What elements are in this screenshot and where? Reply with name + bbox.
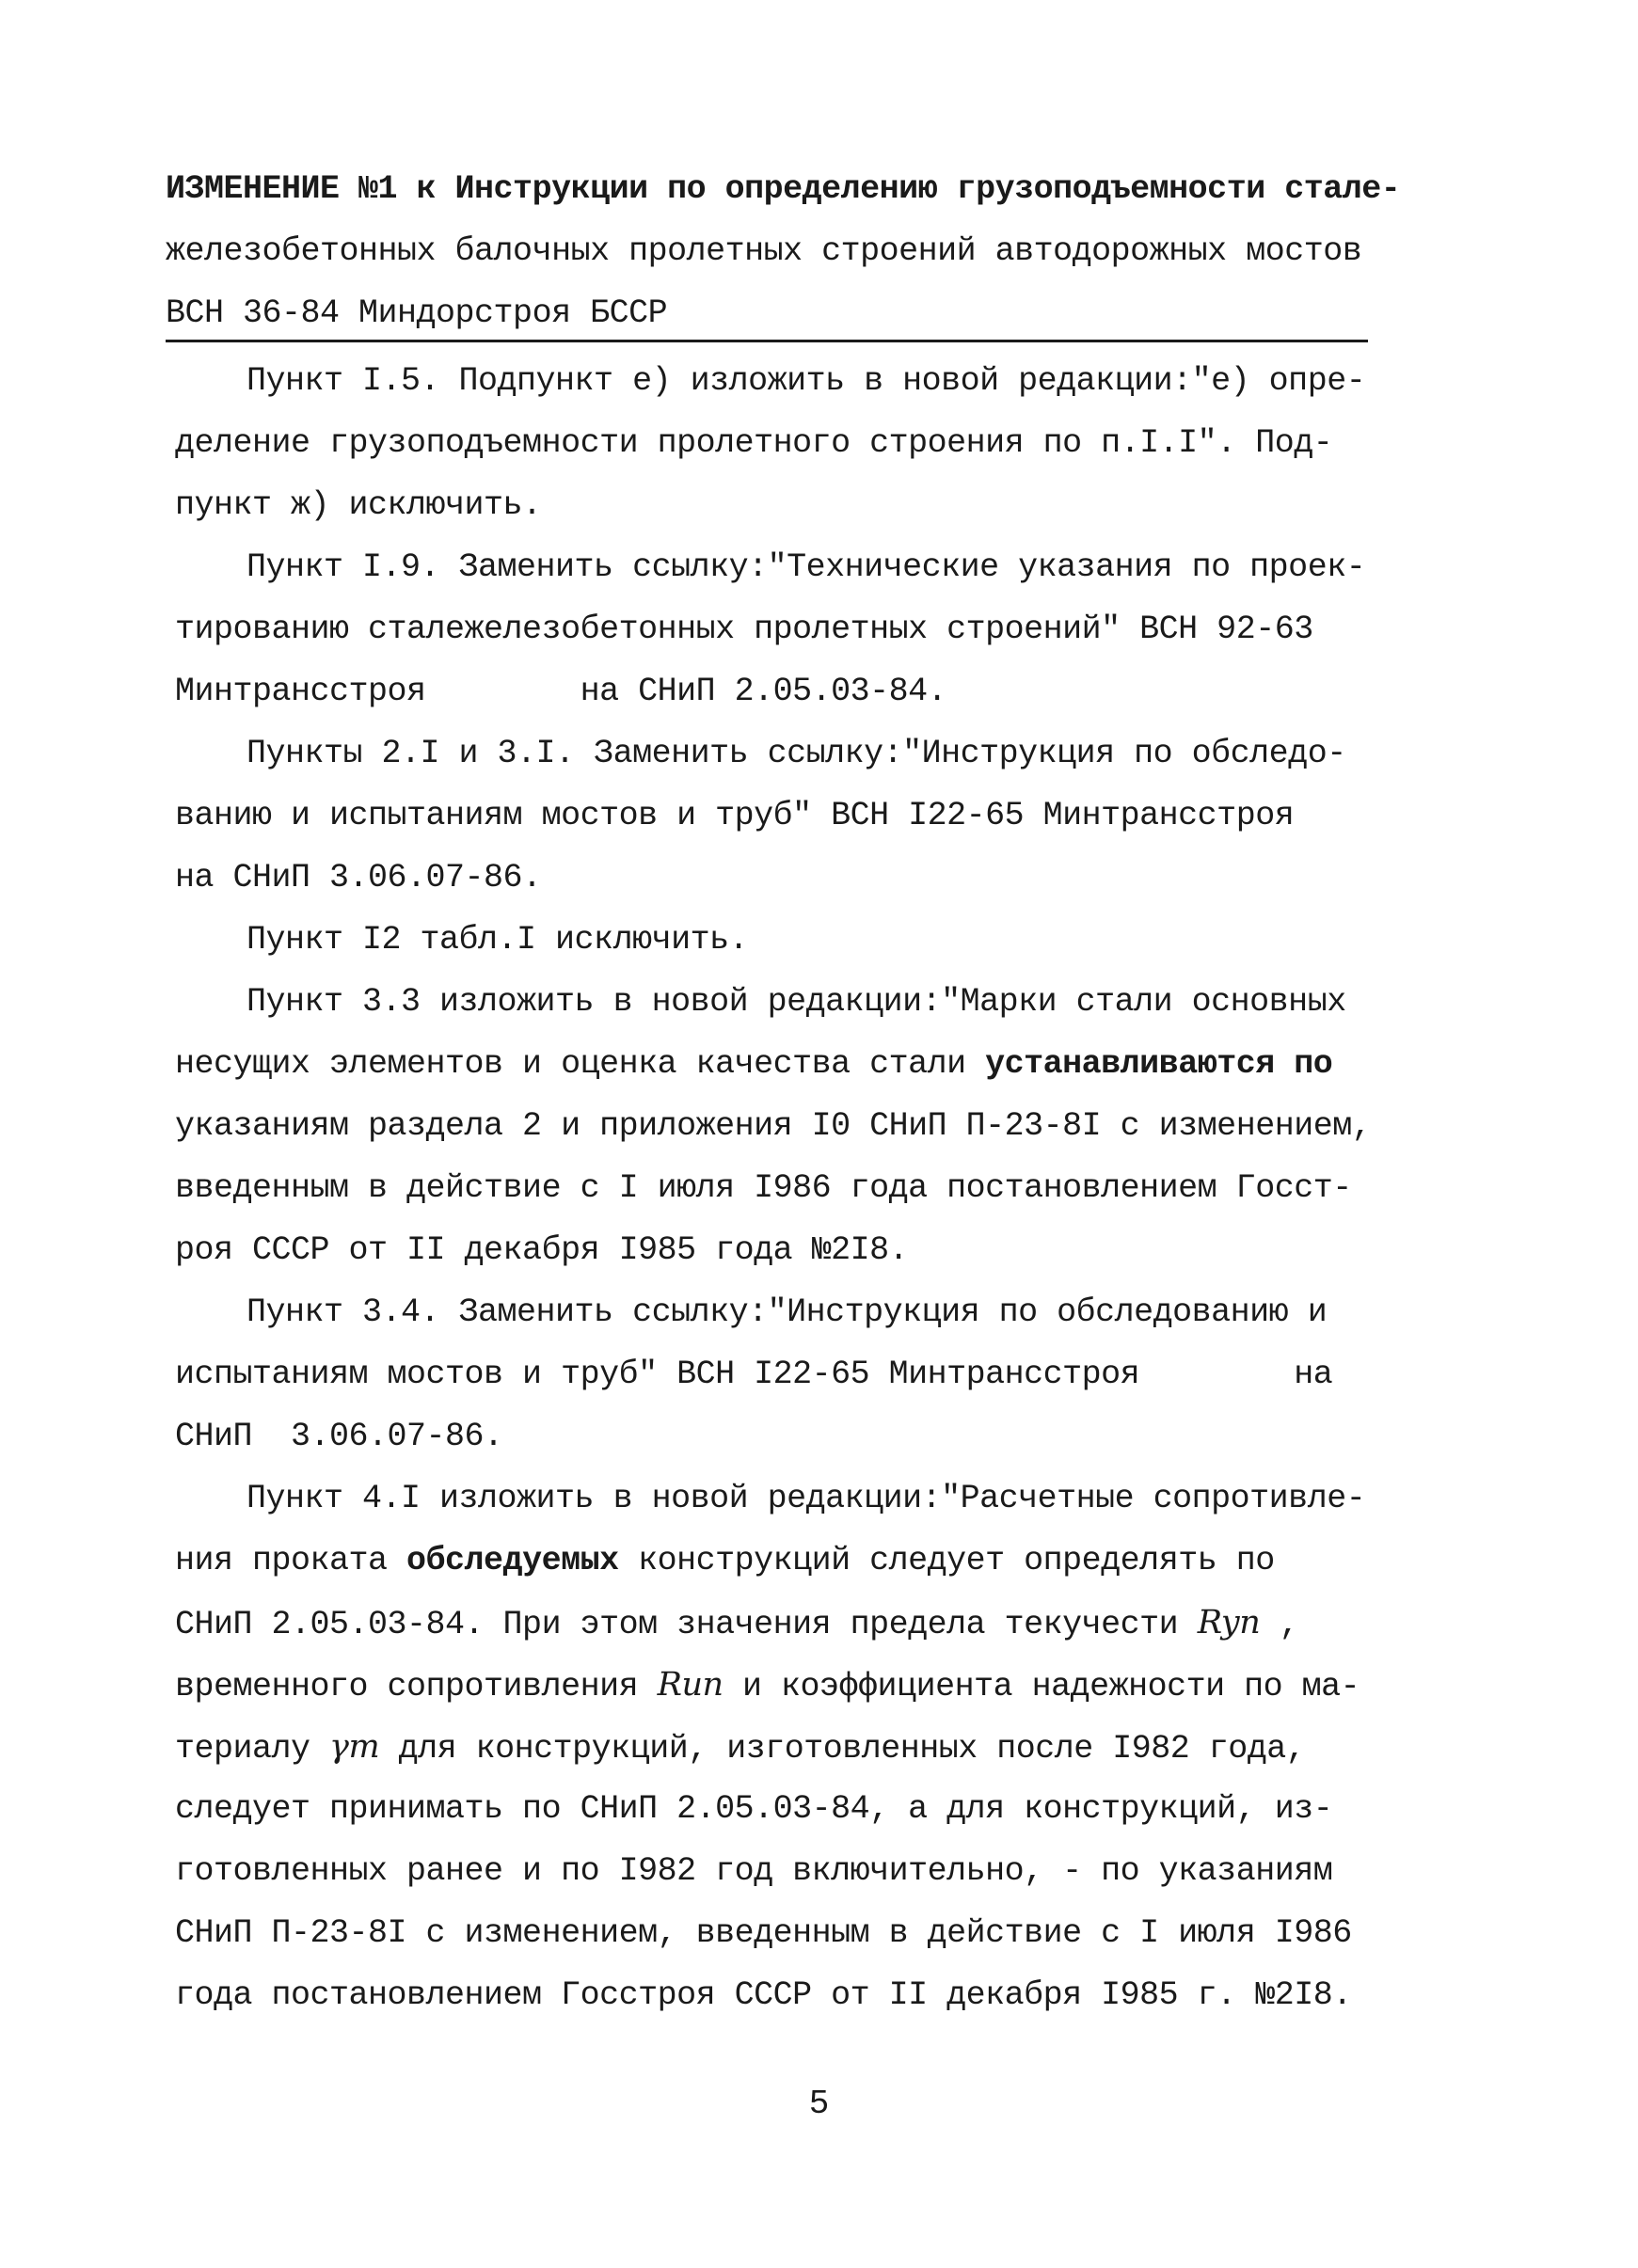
text-run: для конструкций, изготовленных после I982 года, [379,1730,1306,1768]
text-line: Пункт 4.I изложить в новой редакции:"Расчетные сопротивле- [246,1480,1366,1517]
text-line: испытаниям мостов и труб" ВСН I22-65 Минтрансстроя на [175,1356,1333,1393]
text-line: Пункт 3.4. Заменить ссылку:"Инструкция по обследованию и [246,1293,1328,1331]
text-line: на СНиП 3.06.07-86. [175,859,542,896]
bold-text-run: устанавливаются по [985,1045,1333,1083]
text-line [175,1033,1389,1095]
handwritten-symbol-run: Run [657,1666,724,1704]
text-line [175,1530,1389,1592]
text-run: и коэффициента надежности по ма- [723,1668,1360,1705]
header-divider [166,340,1368,342]
text-line: Минтрансстроя на СНиП 2.05.03-84. [175,673,947,710]
text-line: Пункт I.9. Заменить ссылку:"Технические указания по проек- [246,548,1366,586]
paragraph-item-12 [175,909,1389,971]
text-run: несущих элементов и оценка качества стали [175,1045,986,1083]
text-line: готовленных ранее и по I982 год включительно, - по указаниям [175,1852,1333,1890]
paragraph-items-2-1-3-1 [175,722,1389,909]
text-line: Пункты 2.I и 3.I. Заменить ссылку:"Инструкция по обследо- [246,735,1346,772]
text-line: года постановлением Госстроя СССР от II декабря I985 г. №2I8. [175,1976,1352,2014]
text-line [175,1716,1389,1778]
document-header [166,158,1401,344]
header-title-line-1: ИЗМЕНЕНИЕ №1 к Инструкции по определению грузоподъемности стале- [166,170,1401,208]
text-run: териалу [175,1730,330,1768]
handwritten-symbol-ryn: Ryn [1197,1604,1261,1642]
text-line: Пункт 3.3 изложить в новой редакции:"Марки стали основных [246,983,1346,1021]
text-line: СНиП 3.06.07-86. [175,1418,503,1455]
header-title-line-3: ВСН 36-84 Миндорстроя БССР [166,294,668,332]
paragraph-item-4-1 [175,1467,1389,2026]
text-line: следует принимать по СНиП 2.05.03-84, а для конструкций, из- [175,1790,1333,1828]
text-run: СНиП 2.05.03-84. При этом значения предела текучести [175,1606,1198,1643]
text-line: деление грузоподъемности пролетного строения по п.I.I". Под- [175,424,1333,462]
text-line: тированию сталежелезобетонных пролетных строений" ВСН 92-63 [175,611,1313,648]
text-line: пункт ж) исключить. [175,486,542,524]
text-line [175,1654,1389,1716]
page-number: 5 [808,2085,830,2123]
paragraph-item-1-5 [175,350,1389,536]
text-line: указаниям раздела 2 и приложения I0 СНиП П-23-8I с изменением, [175,1107,1372,1145]
text-line: Пункт I.5. Подпункт е) изложить в новой редакции:"е) опре- [246,362,1366,400]
text-run: ния проката [175,1542,407,1579]
text-line: Пункт I2 табл.I исключить. [246,921,749,959]
text-run: , [1260,1606,1299,1643]
text-run: временного сопротивления [175,1668,658,1705]
paragraph-item-1-9 [175,536,1389,722]
document-body [175,350,1389,2026]
text-line: роя СССР от II декабря I985 года №2I8. [175,1231,909,1269]
text-line: ванию и испытаниям мостов и труб" ВСН I22-65 Минтрансстроя [175,797,1295,834]
text-line: СНиП П-23-8I с изменением, введенным в действие с I июля I986 [175,1914,1352,1952]
text-line: введенным в действие с I июля I986 года постановлением Госст- [175,1169,1352,1207]
handwritten-symbol-gamma-m: γm [329,1728,380,1766]
text-line [175,1592,1389,1654]
paragraph-item-3-4 [175,1281,1389,1467]
header-title-line-2: железобетонных балочных пролетных строений автодорожных мостов [166,232,1362,270]
text-run: конструкций следует определять по [618,1542,1275,1579]
bold-text-run: обследуемых [406,1542,619,1579]
paragraph-item-3-3 [175,971,1389,1281]
